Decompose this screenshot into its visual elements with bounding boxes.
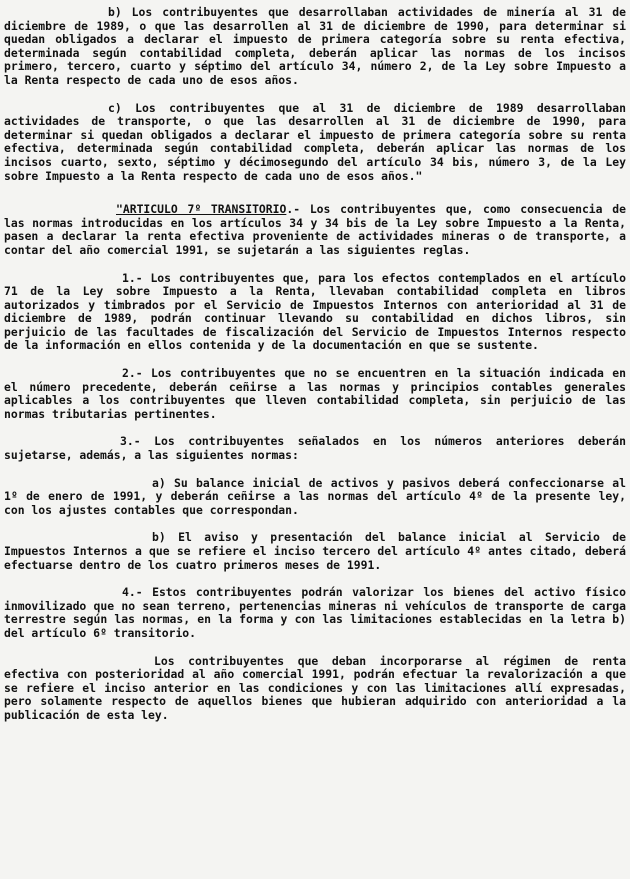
paragraph-c: c) Los contribuyentes que al 31 de diciembre de 1989 desarrollaban actividades de transporte, o que las desarrollen al 31 de diciembre de 1990, para determinar si quedan obligados a declarar el impuesto de primera categoría sobre su renta efectiva, determinada según contabilidad completa, deberán aplicar las normas de los incisos cuarto, sexto, séptimo y décimosegundo del artículo 34 bis, número 3, de la Ley sobre Impuesto a la Renta respecto de cada uno de esos años." [4,100,626,183]
article-7-paragraph [4,203,626,257]
paragraph-number-2: 2.- Los contribuyentes que no se encuentren en la situación indicada en el número precedente, deberán ceñirse a las normas y principios contables generales aplicables a los contribuyentes que lleven contabilidad completa, sin perjuicio de las normas tributarias pertinentes. [4,366,626,421]
article-7-heading: "ARTICULO 7º TRANSITORIO [116,202,287,217]
paragraph-number-3: 3.- Los contribuyentes señalados en los números anteriores deberán sujetarse, además, a las siguientes normas: [4,434,626,463]
paragraph-number-3-b: b) El aviso y presentación del balance inicial al Servicio de Impuestos Internos a que se refiere el inciso tercero del artículo 4º antes citado, deberá efectuarse dentro de los cuatro primeros meses de 1991. [4,530,626,572]
paragraph-number-3-a: a) Su balance inicial de activos y pasivos deberá confeccionarse al 1º de enero de 1991, y deberán ceñirse a las normas del artículo 4º de la presente ley, con los ajustes contables que correspondan. [4,475,626,517]
paragraph-final: Los contribuyentes que deban incorporarse al régimen de renta efectiva con posterioridad al año comercial 1991, podrán efectuar la revalorización a que se refiere el inciso anterior en las condiciones y con las limitaciones allí expresadas, pero solamente respecto de aquellos bienes que hubieran adquirido con anterioridad a la publicación de esta ley. [4,653,626,722]
paragraph-number-4: 4.- Estos contribuyentes podrán valorizar los bienes del activo físico inmovilizado que no sean terreno, pertenencias mineras ni vehículos de transporte de carga terrestre según las normas, en la forma y con las limitaciones establecidas en la letra b) del artículo 6º transitorio. [4,585,626,640]
paragraph-b: b) Los contribuyentes que desarrollaban actividades de minería al 31 de diciembre de 1989, o que las desarrollen al 31 de diciembre de 1990, para determinar si quedan obligados a declarar el impuesto de primera categoría sobre su renta efectiva, determinada según contabilidad completa, deberán aplicar las normas de los incisos primero, tercero, cuarto y séptimo del artículo 34, número 2, de la Ley sobre Impuesto a la Renta respecto de cada uno de esos años. [4,5,626,87]
paragraph-number-1: 1.- Los contribuyentes que, para los efectos contemplados en el artículo 71 de la Ley sobre Impuesto a la Renta, llevaban contabilidad completa en libros autorizados y timbrados por el Servicio de Impuestos Internos con anterioridad al 31 de diciembre de 1989, podrán continuar llevando su contabilidad en dichos libros, sin perjuicio de las facultades de fiscalización del Servicio de Impuestos Internos respecto de la información en ellos contenida y de la documentación en que se sustente. [4,270,626,353]
article-7-text: .- Los contribuyentes que, como consecuencia de las normas introducidas en los artículos 34 y 34 bis de la Ley sobre Impuesto a la Renta, pasen a declarar la renta efectiva proveniente de actividades mineras o de transporte, a contar del año comercial 1991, se sujetarán a las siguientes reglas. [4,202,626,257]
